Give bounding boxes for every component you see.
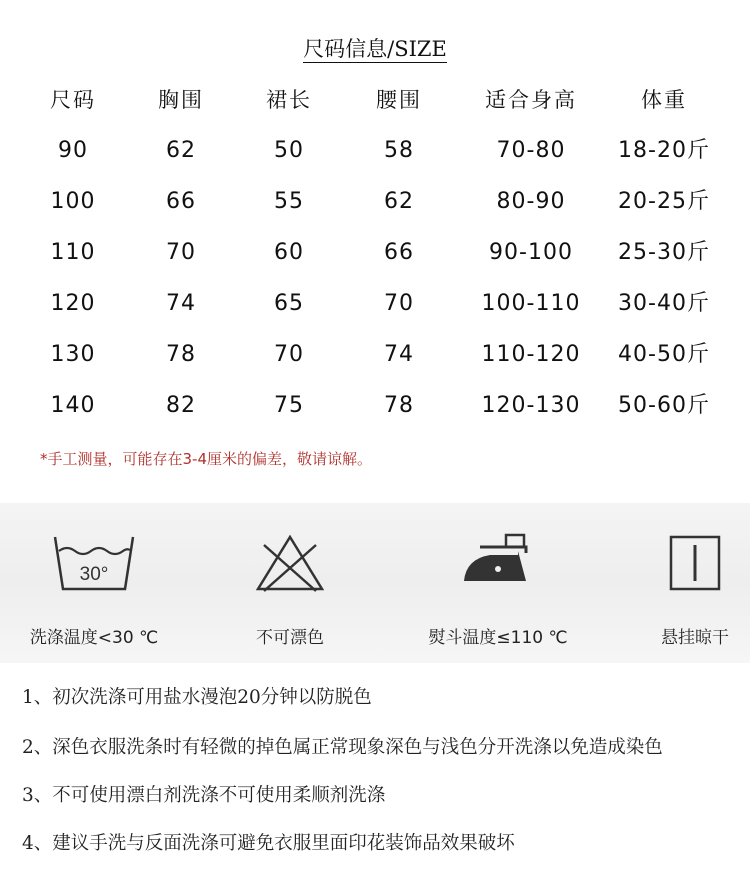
cell-chest: 62 bbox=[166, 138, 196, 163]
cell-weight: 50-60斤 bbox=[618, 393, 710, 418]
care-instructions-band bbox=[0, 503, 750, 663]
size-title bbox=[0, 33, 750, 63]
table-row bbox=[0, 386, 750, 426]
measurement-note: *手工测量，可能存在3-4厘米的偏差，敬请谅解。 bbox=[40, 450, 373, 468]
header-height: 适合身高 bbox=[485, 88, 577, 112]
cell-waist: 70 bbox=[384, 291, 414, 316]
cell-height: 80-90 bbox=[496, 189, 566, 214]
cell-size: 120 bbox=[50, 291, 96, 316]
cell-chest: 74 bbox=[166, 291, 196, 316]
wash-30-icon bbox=[51, 533, 137, 593]
cell-size: 140 bbox=[50, 393, 96, 418]
cell-height: 120-130 bbox=[481, 393, 581, 418]
care-item-bleach bbox=[205, 503, 375, 663]
cell-waist: 62 bbox=[384, 189, 414, 214]
iron-icon bbox=[460, 533, 536, 593]
table-row bbox=[0, 335, 750, 375]
cell-size: 100 bbox=[50, 189, 96, 214]
dry-label: 悬挂晾干 bbox=[661, 628, 729, 648]
cell-waist: 74 bbox=[384, 342, 414, 367]
cell-waist: 66 bbox=[384, 240, 414, 265]
cell-length: 70 bbox=[274, 342, 304, 367]
cell-height: 90-100 bbox=[489, 240, 573, 265]
cell-length: 75 bbox=[274, 393, 304, 418]
cell-chest: 82 bbox=[166, 393, 196, 418]
iron-label: 熨斗温度≤110 ℃ bbox=[428, 628, 568, 648]
cell-size: 110 bbox=[50, 240, 96, 265]
header-length: 裙长 bbox=[266, 88, 312, 112]
care-item-dry bbox=[610, 503, 750, 663]
header-waist: 腰围 bbox=[376, 88, 422, 112]
cell-height: 110-120 bbox=[481, 342, 581, 367]
tip-item: 1、初次洗涤可用盐水漫泡20分钟以防脱色 bbox=[22, 687, 372, 708]
table-row bbox=[0, 284, 750, 324]
header-size: 尺码 bbox=[50, 88, 96, 112]
no-bleach-icon bbox=[254, 533, 326, 593]
table-header-row bbox=[0, 80, 750, 120]
cell-weight: 18-20斤 bbox=[618, 138, 710, 163]
tip-item: 3、不可使用漂白剂洗涤不可使用柔顺剂洗涤 bbox=[22, 785, 386, 806]
cell-waist: 58 bbox=[384, 138, 414, 163]
cell-height: 70-80 bbox=[496, 138, 566, 163]
cell-length: 50 bbox=[274, 138, 304, 163]
cell-height: 100-110 bbox=[481, 291, 581, 316]
cell-length: 65 bbox=[274, 291, 304, 316]
cell-size: 130 bbox=[50, 342, 96, 367]
header-weight: 体重 bbox=[641, 88, 687, 112]
cell-size: 90 bbox=[58, 138, 88, 163]
cell-chest: 66 bbox=[166, 189, 196, 214]
cell-chest: 70 bbox=[166, 240, 196, 265]
table-row bbox=[0, 233, 750, 273]
care-item-iron bbox=[413, 503, 583, 663]
care-item-wash bbox=[9, 503, 179, 663]
wash-temp-text: 30° bbox=[79, 564, 109, 585]
header-chest: 胸围 bbox=[158, 88, 204, 112]
cell-weight: 20-25斤 bbox=[618, 189, 710, 214]
table-row bbox=[0, 182, 750, 222]
cell-length: 60 bbox=[274, 240, 304, 265]
cell-chest: 78 bbox=[166, 342, 196, 367]
cell-weight: 40-50斤 bbox=[618, 342, 710, 367]
size-title-text: 尺码信息/SIZE bbox=[303, 37, 447, 61]
table-row bbox=[0, 131, 750, 171]
hang-dry-icon bbox=[667, 533, 723, 593]
cell-weight: 30-40斤 bbox=[618, 291, 710, 316]
cell-weight: 25-30斤 bbox=[618, 240, 710, 265]
cell-waist: 78 bbox=[384, 393, 414, 418]
tip-item: 2、深色衣服洗条时有轻微的掉色属正常现象深色与浅色分开洗涤以免造成染色 bbox=[22, 737, 663, 758]
tip-item: 4、建议手洗与反面洗涤可避免衣服里面印花装饰品效果破坏 bbox=[22, 833, 515, 854]
cell-length: 55 bbox=[274, 189, 304, 214]
wash-label: 洗涤温度<30 ℃ bbox=[29, 628, 159, 648]
bleach-label: 不可漂色 bbox=[256, 628, 324, 648]
